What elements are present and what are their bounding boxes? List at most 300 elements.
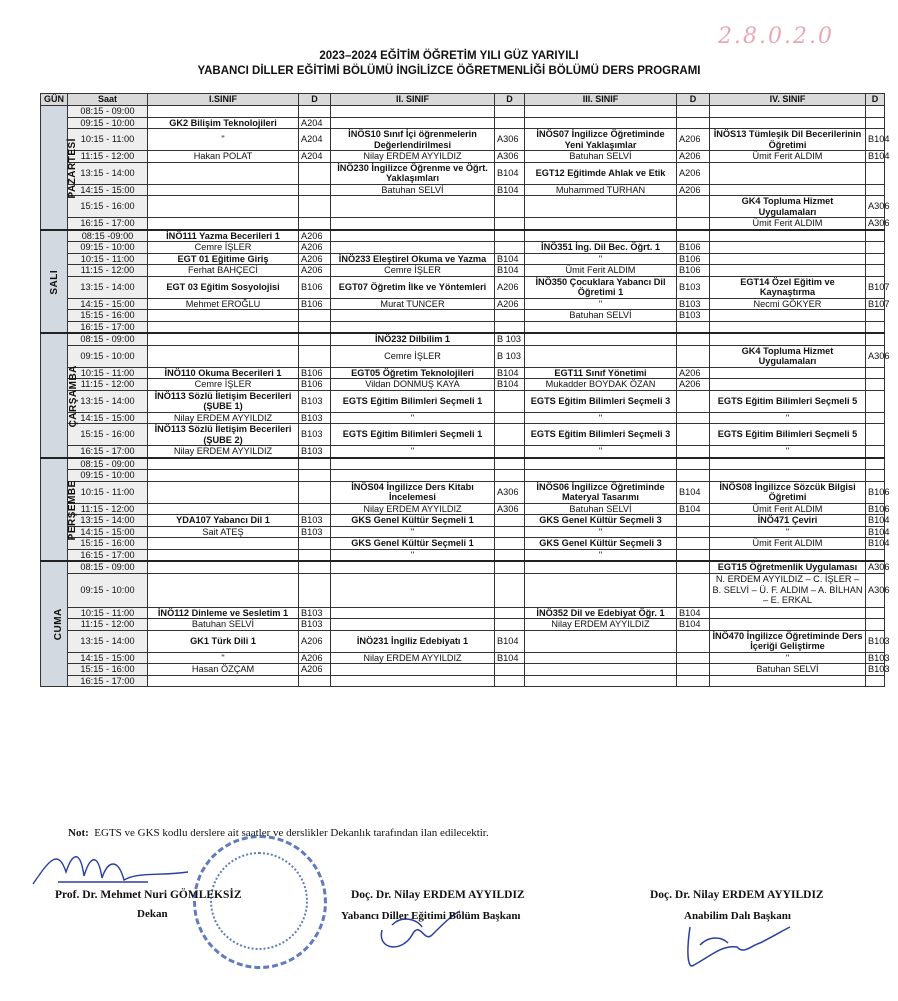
course-cell — [710, 242, 866, 254]
course-cell: Batuhan SELVİ — [148, 619, 299, 631]
table-row — [41, 242, 885, 254]
room-cell — [677, 664, 710, 676]
room-cell: B103 — [299, 515, 331, 527]
course-cell: EGTS Eğitim Bilimleri Seçmeli 5 — [710, 424, 866, 446]
room-cell: B106 — [677, 253, 710, 265]
course-cell — [331, 321, 495, 333]
room-cell — [677, 424, 710, 446]
table-row — [41, 652, 885, 664]
day-label — [41, 333, 79, 458]
course-cell: Cemre İŞLER — [331, 265, 495, 277]
room-cell: B103 — [299, 446, 331, 458]
corner-handwriting: 2.8.0.2.0 — [718, 24, 834, 49]
time-slot: 15:15 - 16:00 — [68, 424, 148, 446]
day-label — [41, 230, 68, 334]
room-cell: B104 — [677, 619, 710, 631]
course-cell: GKS Genel Kültür Seçmeli 1 — [331, 538, 495, 550]
room-cell — [299, 503, 331, 515]
room-cell: A206 — [495, 298, 525, 310]
course-cell: GK2 Bilişim Teknolojileri — [148, 117, 299, 129]
room-cell — [495, 515, 525, 527]
course-cell — [710, 379, 866, 391]
room-cell — [495, 230, 525, 242]
course-cell — [148, 470, 299, 482]
course-cell — [148, 481, 299, 503]
room-cell: A306 — [495, 481, 525, 503]
room-cell: B104 — [677, 503, 710, 515]
table-row — [41, 117, 885, 129]
room-cell: B104 — [495, 265, 525, 277]
room-cell — [299, 310, 331, 322]
room-cell — [495, 664, 525, 676]
table-row — [41, 607, 885, 619]
room-cell: B104 — [866, 151, 885, 163]
room-cell: B103 — [299, 412, 331, 424]
course-cell: Nilay ERDEM AYYILDIZ — [525, 619, 677, 631]
table-row — [41, 333, 885, 345]
course-cell: İNÖS04 İngilizce Ders Kitabı İncelemesi — [331, 481, 495, 503]
time-slot: 15:15 - 16:00 — [68, 310, 148, 322]
table-row — [41, 379, 885, 391]
course-cell: EGT12 Eğitimde Ahlak ve Etik — [525, 162, 677, 184]
course-cell — [525, 106, 677, 118]
room-cell — [299, 549, 331, 561]
time-slot: 15:15 - 16:00 — [68, 664, 148, 676]
course-cell: İNÖ471 Çeviri — [710, 515, 866, 527]
room-cell — [866, 265, 885, 277]
room-cell: A204 — [299, 129, 331, 151]
room-cell — [677, 446, 710, 458]
course-cell: Batuhan SELVİ — [331, 184, 495, 196]
table-row — [41, 265, 885, 277]
time-slot: 10:15 - 11:00 — [68, 367, 148, 379]
course-cell — [331, 561, 495, 573]
time-slot: 15:15 - 16:00 — [68, 196, 148, 218]
room-cell — [495, 412, 525, 424]
course-cell: Murat TUNCER — [331, 298, 495, 310]
time-slot: 14:15 - 15:00 — [68, 184, 148, 196]
course-cell — [710, 333, 866, 345]
room-cell: A306 — [495, 151, 525, 163]
room-cell: B106 — [299, 298, 331, 310]
course-cell — [710, 106, 866, 118]
room-cell — [299, 561, 331, 573]
room-cell: B104 — [495, 630, 525, 652]
room-cell — [677, 321, 710, 333]
room-cell — [495, 470, 525, 482]
course-cell: Ümit Ferit ALDIM — [710, 151, 866, 163]
course-cell: Batuhan SELVİ — [525, 151, 677, 163]
course-cell — [710, 675, 866, 687]
course-cell — [525, 470, 677, 482]
course-cell: EGT05 Öğretim Teknolojileri — [331, 367, 495, 379]
time-slot: 08:15 - 09:00 — [68, 333, 148, 345]
table-row — [41, 619, 885, 631]
course-cell: İNÖ470 İngilizce Öğretiminde Ders İçeriği Geliştirme — [710, 630, 866, 652]
course-cell — [525, 196, 677, 218]
room-cell: B106 — [866, 481, 885, 503]
course-cell: GKS Genel Kültür Seçmeli 1 — [331, 515, 495, 527]
room-cell — [495, 310, 525, 322]
time-slot: 11:15 - 12:00 — [68, 379, 148, 391]
room-cell — [866, 230, 885, 242]
room-cell: B104 — [677, 481, 710, 503]
course-cell — [710, 619, 866, 631]
table-row — [41, 549, 885, 561]
table-row — [41, 481, 885, 503]
room-cell — [677, 652, 710, 664]
table-row — [41, 390, 885, 412]
room-cell — [299, 470, 331, 482]
room-cell — [299, 162, 331, 184]
course-cell: Nilay ERDEM AYYILDIZ — [148, 446, 299, 458]
room-cell — [677, 412, 710, 424]
course-cell — [525, 333, 677, 345]
course-cell — [525, 561, 677, 573]
course-cell: Ümit Ferit ALDIM — [710, 538, 866, 550]
course-cell — [525, 573, 677, 607]
course-cell: EGT11 Sınıf Yönetimi — [525, 367, 677, 379]
room-cell — [495, 561, 525, 573]
course-cell: Cemre İŞLER — [331, 345, 495, 367]
course-cell — [710, 117, 866, 129]
room-cell — [677, 515, 710, 527]
room-cell — [677, 390, 710, 412]
course-cell — [710, 607, 866, 619]
room-cell: B103 — [866, 652, 885, 664]
room-cell: B106 — [299, 367, 331, 379]
course-cell — [525, 630, 677, 652]
course-cell: EGT 01 Eğitime Giriş — [148, 253, 299, 265]
room-cell — [677, 561, 710, 573]
room-cell — [299, 184, 331, 196]
header-class-3: III. SINIF — [525, 94, 677, 106]
course-cell — [331, 607, 495, 619]
time-slot: 10:15 - 11:00 — [68, 253, 148, 265]
day-label — [41, 458, 78, 562]
room-cell — [495, 526, 525, 538]
course-cell — [148, 345, 299, 367]
room-cell: A206 — [299, 265, 331, 277]
room-cell — [495, 424, 525, 446]
room-cell — [866, 446, 885, 458]
table-row — [41, 664, 885, 676]
time-slot: 08:15 - 09:00 — [68, 106, 148, 118]
course-cell: İNÖ113 Sözlü İletişim Becerileri (ŞUBE 2) — [148, 424, 299, 446]
course-cell — [525, 675, 677, 687]
course-cell: Nilay ERDEM AYYILDIZ — [331, 151, 495, 163]
room-cell — [677, 333, 710, 345]
department-head-name: Doç. Dr. Nilay ERDEM AYYILDIZ — [351, 889, 525, 901]
course-cell: İNÖ231 İngiliz Edebiyatı 1 — [331, 630, 495, 652]
room-cell: B106 — [299, 379, 331, 391]
course-cell: N. ERDEM AYYILDIZ – C. İŞLER – B. SELVİ – Ü. F. ALDIM – A. BİLHAN – E. ERKAL — [710, 573, 866, 607]
table-row — [41, 538, 885, 550]
course-cell — [148, 458, 299, 470]
table-row — [41, 218, 885, 230]
room-cell: A206 — [299, 253, 331, 265]
room-cell: B106 — [677, 265, 710, 277]
header-class-2: II. SINIF — [331, 94, 495, 106]
dean-title: Dekan — [137, 908, 168, 920]
room-cell: B103 — [299, 424, 331, 446]
course-cell: Ümit Ferit ALDIM — [710, 218, 866, 230]
room-cell — [677, 345, 710, 367]
time-slot: 13:15 - 14:00 — [68, 630, 148, 652]
time-slot: 14:15 - 15:00 — [68, 412, 148, 424]
table-row — [41, 230, 885, 242]
room-cell — [495, 117, 525, 129]
course-cell: EGTS Eğitim Bilimleri Seçmeli 5 — [710, 390, 866, 412]
room-cell — [299, 573, 331, 607]
room-cell — [495, 538, 525, 550]
room-cell — [866, 162, 885, 184]
day-name: ÇARŞAMBA — [67, 364, 79, 427]
room-cell — [866, 184, 885, 196]
room-cell — [677, 470, 710, 482]
course-cell — [148, 561, 299, 573]
room-cell: B107 — [866, 276, 885, 298]
room-cell: B103 — [299, 619, 331, 631]
time-slot: 09:15 - 10:00 — [68, 573, 148, 607]
course-cell — [710, 253, 866, 265]
course-cell: EGTS Eğitim Bilimleri Seçmeli 3 — [525, 424, 677, 446]
time-slot: 08:15 - 09:00 — [68, 561, 148, 573]
time-slot: 09:15 - 10:00 — [68, 470, 148, 482]
room-cell — [866, 117, 885, 129]
course-cell: GKS Genel Kültür Seçmeli 3 — [525, 515, 677, 527]
time-slot: 13:15 - 14:00 — [68, 162, 148, 184]
room-cell: A206 — [299, 242, 331, 254]
course-cell — [148, 162, 299, 184]
table-row — [41, 470, 885, 482]
course-cell — [525, 652, 677, 664]
time-slot: 16:15 - 17:00 — [68, 549, 148, 561]
course-cell — [148, 503, 299, 515]
room-cell — [677, 630, 710, 652]
room-cell — [677, 526, 710, 538]
room-cell: A206 — [677, 379, 710, 391]
course-cell: İNÖ113 Sözlü İletişim Becerileri (ŞUBE 1) — [148, 390, 299, 412]
room-cell: A206 — [677, 367, 710, 379]
faculty-stamp — [193, 835, 327, 969]
room-cell: B103 — [866, 630, 885, 652]
room-cell — [866, 619, 885, 631]
time-slot: 15:15 - 16:00 — [68, 538, 148, 550]
room-cell — [495, 446, 525, 458]
room-cell: A206 — [299, 230, 331, 242]
course-cell: İNÖS07 İngilizce Öğretiminde Yeni Yaklaşımlar — [525, 129, 677, 151]
course-cell — [525, 345, 677, 367]
department-head-title: Yabancı Diller Eğitimi Bölüm Başkanı — [341, 910, 521, 922]
room-cell: A206 — [677, 129, 710, 151]
course-cell: " — [525, 549, 677, 561]
room-cell — [299, 218, 331, 230]
course-cell: Sait ATEŞ — [148, 526, 299, 538]
table-row — [41, 162, 885, 184]
room-cell: A206 — [495, 276, 525, 298]
room-cell: A204 — [299, 117, 331, 129]
room-cell — [866, 470, 885, 482]
note-text: EGTS ve GKS kodlu derslere ait saatler ve derslikler Dekanlık tarafından ilan edilecektir. — [94, 827, 489, 839]
course-cell — [331, 619, 495, 631]
room-cell: A206 — [677, 184, 710, 196]
course-cell: İNÖS13 Tümleşik Dil Becerilerinin Öğretimi — [710, 129, 866, 151]
room-cell: A206 — [677, 162, 710, 184]
room-cell — [866, 412, 885, 424]
room-cell — [677, 573, 710, 607]
room-cell — [495, 218, 525, 230]
table-header-row — [41, 94, 885, 106]
table-row — [41, 253, 885, 265]
day-label — [41, 561, 68, 687]
course-cell — [710, 458, 866, 470]
time-slot: 10:15 - 11:00 — [68, 481, 148, 503]
course-cell: " — [710, 446, 866, 458]
course-cell: İNÖ230 İngilizce Öğrenme ve Öğrt. Yaklaşımları — [331, 162, 495, 184]
room-cell — [677, 458, 710, 470]
room-cell: A306 — [495, 503, 525, 515]
course-cell: " — [710, 412, 866, 424]
time-slot: 09:15 - 10:00 — [68, 345, 148, 367]
room-cell — [677, 117, 710, 129]
room-cell: A206 — [677, 151, 710, 163]
room-cell: A306 — [866, 218, 885, 230]
schedule-title-line1: 2023–2024 EĞİTİM ÖĞRETİM YILI GÜZ YARIYILI — [319, 50, 579, 62]
time-slot: 14:15 - 15:00 — [68, 652, 148, 664]
room-cell: B103 — [299, 526, 331, 538]
table-row — [41, 412, 885, 424]
room-cell — [495, 573, 525, 607]
course-cell — [148, 333, 299, 345]
course-cell: İNÖ233 Eleştirel Okuma ve Yazma — [331, 253, 495, 265]
room-cell — [495, 675, 525, 687]
table-row — [41, 129, 885, 151]
room-cell — [866, 549, 885, 561]
course-cell: " — [331, 446, 495, 458]
room-cell: B103 — [677, 276, 710, 298]
course-cell — [148, 573, 299, 607]
table-row — [41, 630, 885, 652]
course-cell: İNÖ110 Okuma Becerileri 1 — [148, 367, 299, 379]
room-cell: B103 — [299, 607, 331, 619]
room-cell: B104 — [677, 607, 710, 619]
dean-name: Prof. Dr. Mehmet Nuri GÖMLEKSİZ — [55, 889, 242, 901]
room-cell: B104 — [495, 184, 525, 196]
table-row — [41, 526, 885, 538]
course-cell: " — [331, 412, 495, 424]
table-row — [41, 276, 885, 298]
course-cell — [710, 230, 866, 242]
day-name: PAZARTESİ — [66, 137, 78, 198]
room-cell: B106 — [299, 276, 331, 298]
course-cell — [331, 106, 495, 118]
course-cell: Ümit Ferit ALDIM — [525, 265, 677, 277]
course-cell — [148, 310, 299, 322]
course-cell — [710, 470, 866, 482]
course-cell — [148, 538, 299, 550]
room-cell: B104 — [866, 515, 885, 527]
room-cell — [495, 106, 525, 118]
room-cell: B104 — [866, 538, 885, 550]
course-cell: Hakan POLAT — [148, 151, 299, 163]
course-cell: " — [331, 549, 495, 561]
table-row — [41, 675, 885, 687]
room-cell — [495, 242, 525, 254]
room-cell — [866, 607, 885, 619]
table-row — [41, 515, 885, 527]
time-slot: 16:15 - 17:00 — [68, 321, 148, 333]
room-cell: B104 — [495, 162, 525, 184]
room-cell: B 103 — [495, 345, 525, 367]
course-cell: GK1 Türk Dili 1 — [148, 630, 299, 652]
course-cell: Batuhan SELVİ — [525, 503, 677, 515]
course-cell: GK4 Topluma Hizmet Uygulamaları — [710, 196, 866, 218]
table-row — [41, 573, 885, 607]
room-cell — [866, 242, 885, 254]
table-row — [41, 561, 885, 573]
course-cell: EGTS Eğitim Bilimleri Seçmeli 1 — [331, 390, 495, 412]
table-row — [41, 424, 885, 446]
course-cell — [710, 549, 866, 561]
course-cell: EGT14 Özel Eğitim ve Kaynaştırma — [710, 276, 866, 298]
table-row — [41, 184, 885, 196]
course-cell — [331, 230, 495, 242]
room-cell — [495, 619, 525, 631]
header-class-4: IV. SINIF — [710, 94, 866, 106]
room-cell — [299, 345, 331, 367]
course-cell: Necmi GÖKYER — [710, 298, 866, 310]
table-row — [41, 503, 885, 515]
room-cell: A306 — [866, 196, 885, 218]
course-cell — [525, 664, 677, 676]
course-cell — [525, 230, 677, 242]
header-time: Saat — [68, 94, 148, 106]
course-cell: GK4 Topluma Hizmet Uygulamaları — [710, 345, 866, 367]
course-cell — [148, 184, 299, 196]
room-cell: A204 — [299, 151, 331, 163]
course-cell: İNÖ352 Dil ve Edebiyat Öğr. 1 — [525, 607, 677, 619]
time-slot: 10:15 - 11:00 — [68, 129, 148, 151]
room-cell: A306 — [866, 345, 885, 367]
course-cell: Muhammed TURHAN — [525, 184, 677, 196]
time-slot: 13:15 - 14:00 — [68, 515, 148, 527]
course-cell — [710, 265, 866, 277]
table-row — [41, 196, 885, 218]
course-cell — [148, 106, 299, 118]
course-cell: " — [148, 652, 299, 664]
day-label — [41, 106, 78, 230]
table-row — [41, 446, 885, 458]
table-row — [41, 367, 885, 379]
course-cell: Mukadder BOYDAK ÖZAN — [525, 379, 677, 391]
room-cell — [495, 607, 525, 619]
course-cell — [148, 675, 299, 687]
course-cell: İNÖ112 Dinleme ve Sesletim 1 — [148, 607, 299, 619]
room-cell — [677, 549, 710, 561]
room-cell: B107 — [866, 298, 885, 310]
course-cell — [525, 218, 677, 230]
table-row — [41, 106, 885, 118]
course-cell: EGTS Eğitim Bilimleri Seçmeli 1 — [331, 424, 495, 446]
room-cell: A206 — [299, 630, 331, 652]
room-cell: B103 — [299, 390, 331, 412]
room-cell: B104 — [495, 652, 525, 664]
course-cell: İNÖS10 Sınıf İçi öğrenmelerin Değerlendirilmesi — [331, 129, 495, 151]
course-cell: Mehmet EROĞLU — [148, 298, 299, 310]
time-slot: 08:15 - 09:00 — [68, 458, 148, 470]
course-cell: Ferhat BAHÇECİ — [148, 265, 299, 277]
